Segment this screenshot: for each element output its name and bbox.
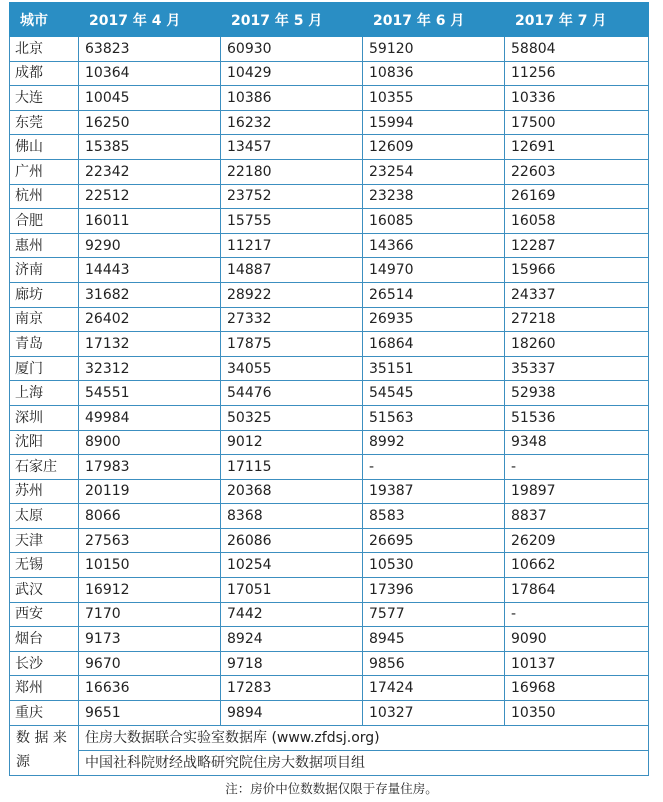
price-cell: 9894 — [221, 701, 363, 726]
price-cell: 17396 — [363, 578, 505, 603]
price-cell: 9012 — [221, 430, 363, 455]
price-cell: 10336 — [505, 86, 649, 111]
table-row — [10, 61, 649, 86]
price-cell: 15385 — [79, 135, 221, 160]
city-cell: 北京 — [10, 37, 79, 62]
city-cell: 重庆 — [10, 701, 79, 726]
price-cell: 23238 — [363, 184, 505, 209]
price-cell: 59120 — [363, 37, 505, 62]
price-cell: 22180 — [221, 159, 363, 184]
table-row — [10, 135, 649, 160]
housing-price-table — [9, 2, 649, 776]
price-cell: 7442 — [221, 602, 363, 627]
price-cell: 12609 — [363, 135, 505, 160]
table-row — [10, 651, 649, 676]
table-row — [10, 578, 649, 603]
price-cell: 14887 — [221, 258, 363, 283]
price-cell: 26169 — [505, 184, 649, 209]
price-cell: 10254 — [221, 553, 363, 578]
city-cell: 惠州 — [10, 233, 79, 258]
price-cell: 9173 — [79, 627, 221, 652]
price-cell: 22603 — [505, 159, 649, 184]
city-cell: 济南 — [10, 258, 79, 283]
price-cell: 54476 — [221, 381, 363, 406]
price-cell: 8837 — [505, 504, 649, 529]
price-cell: 10327 — [363, 701, 505, 726]
price-cell: 26514 — [363, 282, 505, 307]
price-cell: 16011 — [79, 209, 221, 234]
table-row — [10, 184, 649, 209]
price-cell: 15755 — [221, 209, 363, 234]
price-cell: 26086 — [221, 528, 363, 553]
table-row — [10, 528, 649, 553]
price-cell: 10836 — [363, 61, 505, 86]
table-row — [10, 627, 649, 652]
footnote: 注：房价中位数数据仅限于存量住房。 — [225, 781, 438, 796]
price-cell: 19387 — [363, 479, 505, 504]
header-july: 2017 年 7 月 — [505, 3, 649, 37]
price-cell: 17500 — [505, 110, 649, 135]
price-cell: 22342 — [79, 159, 221, 184]
city-cell: 西安 — [10, 602, 79, 627]
price-cell: 7577 — [363, 602, 505, 627]
table-row — [10, 159, 649, 184]
price-cell: 10662 — [505, 553, 649, 578]
city-cell: 沈阳 — [10, 430, 79, 455]
city-cell: 广州 — [10, 159, 79, 184]
table-row — [10, 307, 649, 332]
price-cell: 14366 — [363, 233, 505, 258]
price-cell: 16085 — [363, 209, 505, 234]
price-cell: 16250 — [79, 110, 221, 135]
price-cell: 26935 — [363, 307, 505, 332]
price-cell: 17132 — [79, 332, 221, 357]
source-line-1: 住房大数据联合实验室数据库 (www.zfdsj.org) — [79, 725, 649, 750]
table-header-row — [10, 3, 649, 37]
table-row — [10, 701, 649, 726]
table-row — [10, 405, 649, 430]
city-cell: 南京 — [10, 307, 79, 332]
price-cell: 10350 — [505, 701, 649, 726]
price-cell: 9090 — [505, 627, 649, 652]
city-cell: 石家庄 — [10, 455, 79, 480]
price-cell: 13457 — [221, 135, 363, 160]
price-cell: 32312 — [79, 356, 221, 381]
price-cell: 16864 — [363, 332, 505, 357]
price-cell: 10364 — [79, 61, 221, 86]
price-cell: 20119 — [79, 479, 221, 504]
table-row — [10, 504, 649, 529]
city-cell: 佛山 — [10, 135, 79, 160]
price-cell: 26209 — [505, 528, 649, 553]
price-cell: 9670 — [79, 651, 221, 676]
price-cell: 14443 — [79, 258, 221, 283]
price-cell: 18260 — [505, 332, 649, 357]
price-cell: 16232 — [221, 110, 363, 135]
price-cell: 7170 — [79, 602, 221, 627]
header-april: 2017 年 4 月 — [79, 3, 221, 37]
price-cell: 27332 — [221, 307, 363, 332]
city-cell: 太原 — [10, 504, 79, 529]
price-table-container — [9, 2, 648, 776]
table-row — [10, 356, 649, 381]
city-cell: 厦门 — [10, 356, 79, 381]
price-cell: 9718 — [221, 651, 363, 676]
price-cell: 35337 — [505, 356, 649, 381]
price-cell: 28922 — [221, 282, 363, 307]
table-row — [10, 332, 649, 357]
price-cell: 26695 — [363, 528, 505, 553]
table-row — [10, 86, 649, 111]
city-cell: 长沙 — [10, 651, 79, 676]
price-cell: 23254 — [363, 159, 505, 184]
price-cell: 31682 — [79, 282, 221, 307]
price-cell: 54551 — [79, 381, 221, 406]
price-cell: 20368 — [221, 479, 363, 504]
price-cell: 17983 — [79, 455, 221, 480]
price-cell: 10355 — [363, 86, 505, 111]
table-row — [10, 258, 649, 283]
header-may: 2017 年 5 月 — [221, 3, 363, 37]
price-cell: 17424 — [363, 676, 505, 701]
price-cell: 26402 — [79, 307, 221, 332]
city-cell: 青岛 — [10, 332, 79, 357]
source-line-2: 中国社科院财经战略研究院住房大数据项目组 — [79, 750, 649, 775]
city-cell: 武汉 — [10, 578, 79, 603]
price-cell: 16636 — [79, 676, 221, 701]
price-cell: 8583 — [363, 504, 505, 529]
source-row — [10, 750, 649, 775]
price-cell: 8368 — [221, 504, 363, 529]
source-section — [10, 725, 649, 775]
price-cell: 9348 — [505, 430, 649, 455]
table-row — [10, 37, 649, 62]
price-cell: 15994 — [363, 110, 505, 135]
city-cell: 廊坊 — [10, 282, 79, 307]
price-cell: 23752 — [221, 184, 363, 209]
table-row — [10, 233, 649, 258]
price-cell: - — [363, 455, 505, 480]
price-cell: 60930 — [221, 37, 363, 62]
table-row — [10, 676, 649, 701]
price-cell: - — [505, 455, 649, 480]
price-cell: 9290 — [79, 233, 221, 258]
price-cell: 49984 — [79, 405, 221, 430]
city-cell: 大连 — [10, 86, 79, 111]
price-cell: 27218 — [505, 307, 649, 332]
price-cell: 10137 — [505, 651, 649, 676]
city-cell: 合肥 — [10, 209, 79, 234]
table-row — [10, 282, 649, 307]
table-row — [10, 430, 649, 455]
city-cell: 东莞 — [10, 110, 79, 135]
price-cell: 8900 — [79, 430, 221, 455]
price-cell: 12691 — [505, 135, 649, 160]
price-cell: 11217 — [221, 233, 363, 258]
price-cell: 22512 — [79, 184, 221, 209]
price-cell: 24337 — [505, 282, 649, 307]
price-cell: 10530 — [363, 553, 505, 578]
price-cell: 16058 — [505, 209, 649, 234]
price-cell: 17115 — [221, 455, 363, 480]
city-cell: 无锡 — [10, 553, 79, 578]
table-row — [10, 455, 649, 480]
table-row — [10, 381, 649, 406]
price-cell: 9856 — [363, 651, 505, 676]
price-cell: 17864 — [505, 578, 649, 603]
city-cell: 上海 — [10, 381, 79, 406]
price-cell: 8945 — [363, 627, 505, 652]
price-cell: 51563 — [363, 405, 505, 430]
source-label: 数 据 来 源 — [10, 725, 79, 775]
city-cell: 杭州 — [10, 184, 79, 209]
price-cell: 15966 — [505, 258, 649, 283]
header-june: 2017 年 6 月 — [363, 3, 505, 37]
price-cell: 17051 — [221, 578, 363, 603]
header-city: 城市 — [10, 3, 79, 37]
price-cell: 51536 — [505, 405, 649, 430]
table-row — [10, 209, 649, 234]
city-cell: 烟台 — [10, 627, 79, 652]
price-cell: - — [505, 602, 649, 627]
table-row — [10, 479, 649, 504]
price-cell: 11256 — [505, 61, 649, 86]
price-cell: 9651 — [79, 701, 221, 726]
price-cell: 19897 — [505, 479, 649, 504]
price-cell: 63823 — [79, 37, 221, 62]
price-cell: 16912 — [79, 578, 221, 603]
price-cell: 10150 — [79, 553, 221, 578]
price-cell: 50325 — [221, 405, 363, 430]
price-cell: 54545 — [363, 381, 505, 406]
price-cell: 10386 — [221, 86, 363, 111]
source-row — [10, 725, 649, 750]
city-cell: 成都 — [10, 61, 79, 86]
table-row — [10, 553, 649, 578]
city-cell: 郑州 — [10, 676, 79, 701]
table-row — [10, 602, 649, 627]
price-cell: 17875 — [221, 332, 363, 357]
price-cell: 8924 — [221, 627, 363, 652]
price-cell: 35151 — [363, 356, 505, 381]
price-cell: 14970 — [363, 258, 505, 283]
price-cell: 10045 — [79, 86, 221, 111]
price-cell: 17283 — [221, 676, 363, 701]
price-cell: 8992 — [363, 430, 505, 455]
price-cell: 34055 — [221, 356, 363, 381]
city-cell: 天津 — [10, 528, 79, 553]
city-cell: 深圳 — [10, 405, 79, 430]
table-body — [10, 37, 649, 726]
price-cell: 16968 — [505, 676, 649, 701]
table-row — [10, 110, 649, 135]
price-cell: 10429 — [221, 61, 363, 86]
price-cell: 58804 — [505, 37, 649, 62]
price-cell: 8066 — [79, 504, 221, 529]
price-cell: 12287 — [505, 233, 649, 258]
city-cell: 苏州 — [10, 479, 79, 504]
price-cell: 52938 — [505, 381, 649, 406]
price-cell: 27563 — [79, 528, 221, 553]
